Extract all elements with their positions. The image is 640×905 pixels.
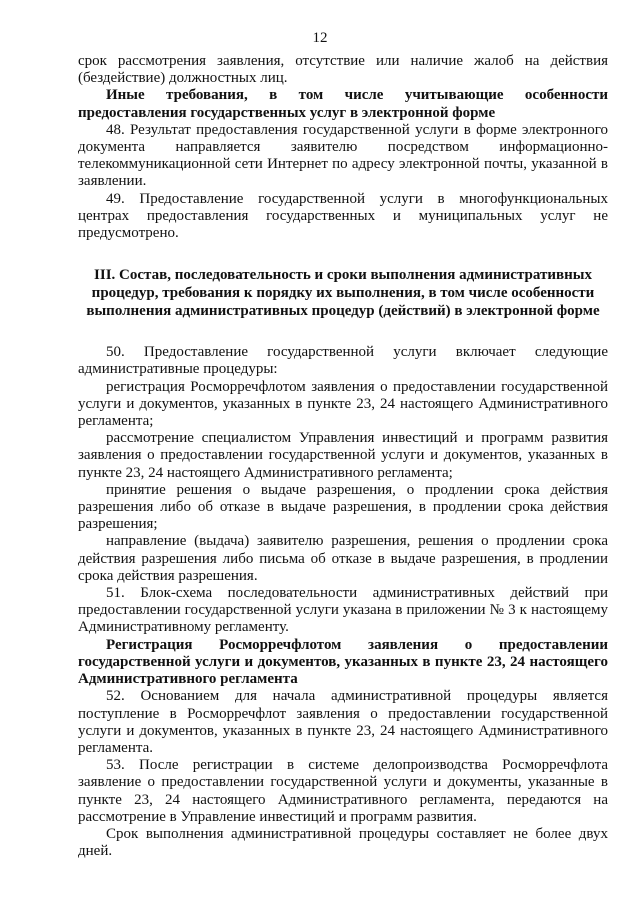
document-body (78, 53, 608, 860)
paragraph-50: 50. Предоставление государственной услуги включает следующие административные процедуры: (78, 344, 608, 378)
procedure-item-review: рассмотрение специалистом Управления инвестиций и программ развития заявления о предоставлении государственной услуги и документов, указанных в пункте 23, 24 настоящего Административного регламента; (78, 430, 608, 481)
paragraph-48: 48. Результат предоставления государственной услуги в форме электронного документа направляется заявителю посредством информационно-телекоммуникационной сети Интернет по адресу электронной почты, указанной в заявлении. (78, 121, 608, 190)
subtitle-registration: Регистрация Росморречфлотом заявления о предоставлении государственной услуги и документов, указанных в пункте 23, 24 настоящего Административного регламента (78, 636, 608, 688)
procedure-item-registration: регистрация Росморречфлотом заявления о предоставлении государственной услуги и документов, указанных в пункте 23, 24 настоящего Административного регламента; (78, 378, 608, 430)
page-number: 12 (312, 30, 328, 46)
paragraph-term: Срок выполнения административной процедуры составляет не более двух дней. (78, 825, 608, 860)
section-heading-3: III. Состав, последовательность и сроки выполнения административных процедур, требования к порядку их выполнения, в том числе особенности выполнения административных процедур (действий) в электронной форме (86, 267, 600, 320)
paragraph-51: 51. Блок-схема последовательности административных действий при предоставлении государственной услуги указана в приложении № 3 к настоящему Административному регламенту. (78, 585, 608, 636)
subtitle-other-requirements: Иные требования, в том числе учитывающие особенности предоставления государственных услуг в электронной форме (78, 87, 608, 121)
procedure-item-delivery: направление (выдача) заявителю разрешения, решения о продлении срока действия разрешения либо письма об отказе в выдаче разрешения, в продлении срока действия разрешения. (78, 533, 608, 584)
paragraph-53: 53. После регистрации в системе делопроизводства Росморречфлота заявление о предоставлении государственной услуги и документы, указанные в пункте 23, 24 настоящего Административного регламента, передаются на рассмотрение в Управление инвестиций и программ развития. (78, 757, 608, 825)
paragraph-52: 52. Основанием для начала административной процедуры является поступление в Росморречфлот заявления о предоставлении государственной услуги и документов, указанных в пункте 23, 24 настоящего Административного регламента. (78, 688, 608, 756)
paragraph-term-of-review: срок рассмотрения заявления, отсутствие или наличие жалоб на действия (бездействие) должностных лиц. (78, 53, 608, 87)
procedure-item-decision: принятие решения о выдаче разрешения, о продлении срока действия разрешения либо об отказе в выдаче разрешения, в продлении срока действия разрешения; (78, 481, 608, 533)
paragraph-49: 49. Предоставление государственной услуги в многофункциональных центрах предоставления государственных и муниципальных услуг не предусмотрено. (78, 190, 608, 242)
